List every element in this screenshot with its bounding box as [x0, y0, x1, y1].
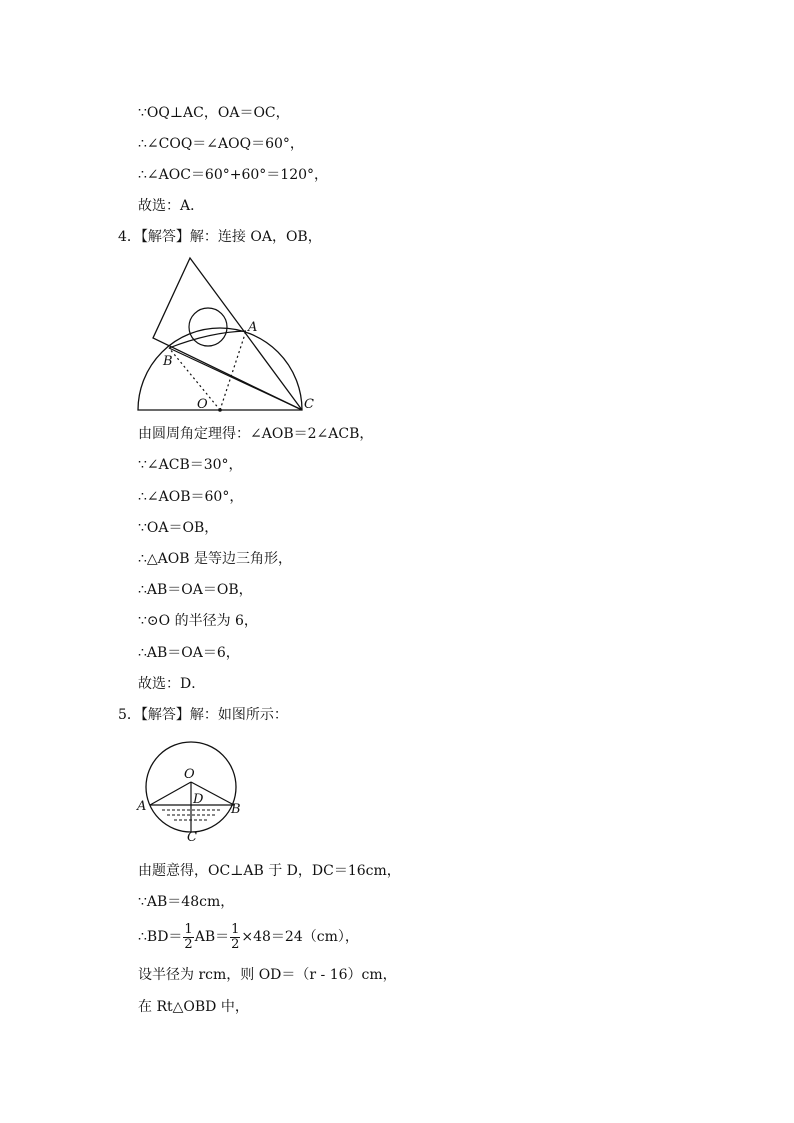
- question-heading: [118, 706, 288, 724]
- label-B: B: [163, 354, 173, 369]
- answer-tag: 【解答】: [140, 707, 190, 723]
- fraction-numerator: 1: [184, 921, 193, 937]
- label-O: O: [184, 767, 195, 782]
- text-line: ∴∠AOC＝60°+60°＝120°，: [138, 167, 329, 183]
- label-B: B: [231, 802, 241, 817]
- text-fragment: ×48＝24（cm），: [241, 929, 359, 945]
- label-A: A: [248, 320, 258, 335]
- label-O: O: [197, 397, 208, 412]
- fraction-numerator: 1: [231, 921, 240, 937]
- label-A: A: [137, 799, 147, 814]
- fraction-line: [138, 922, 359, 952]
- fraction-denominator: 2: [231, 936, 240, 952]
- text-line: ∴△AOB 是等边三角形，: [138, 551, 292, 567]
- answer-tag: 【解答】: [140, 229, 190, 245]
- text-line: ∴AB＝OA＝6，: [138, 645, 240, 661]
- text-line: ∵⊙O 的半径为 6，: [138, 613, 258, 629]
- label-C: C: [304, 397, 314, 412]
- question-intro: 解：连接 OA，OB，: [189, 229, 322, 245]
- label-C: C: [187, 830, 197, 844]
- text-line: ∴∠AOB＝60°，: [138, 489, 244, 505]
- label-D: D: [193, 792, 204, 807]
- text-line: ∵OA＝OB，: [138, 520, 219, 536]
- text-line: ∵AB＝48cm，: [138, 894, 235, 910]
- text-line: ∴AB＝OA＝OB，: [138, 582, 253, 598]
- question-intro: 解：如图所示：: [189, 707, 288, 723]
- text-line: ∴∠COQ＝∠AOQ＝60°，: [138, 136, 304, 152]
- text-line: 在 Rt△OBD 中，: [138, 999, 249, 1015]
- text-line: 故选：D．: [138, 676, 206, 692]
- text-line: 由题意得，OC⊥AB 于 D，DC＝16cm，: [138, 863, 401, 879]
- text-line: ∵OQ⊥AC，OA＝OC，: [138, 105, 290, 121]
- fraction-denominator: 2: [184, 936, 193, 952]
- text-fragment: AB＝: [194, 929, 230, 945]
- figure-semicircle: [130, 252, 330, 418]
- figure-circle-chord: [132, 740, 250, 844]
- text-line: 由圆周角定理得：∠AOB＝2∠ACB，: [138, 426, 374, 442]
- question-heading: [118, 228, 322, 246]
- fraction: [183, 923, 193, 952]
- text-fragment: ∴BD＝: [138, 929, 183, 945]
- question-number: 4．: [118, 229, 141, 245]
- text-line: 设半径为 rcm，则 OD＝（r - 16）cm，: [138, 967, 397, 983]
- text-line: ∵∠ACB＝30°，: [138, 457, 243, 473]
- question-number: 5．: [118, 707, 141, 723]
- fraction: [230, 923, 240, 952]
- text-line: 故选：A．: [138, 198, 205, 214]
